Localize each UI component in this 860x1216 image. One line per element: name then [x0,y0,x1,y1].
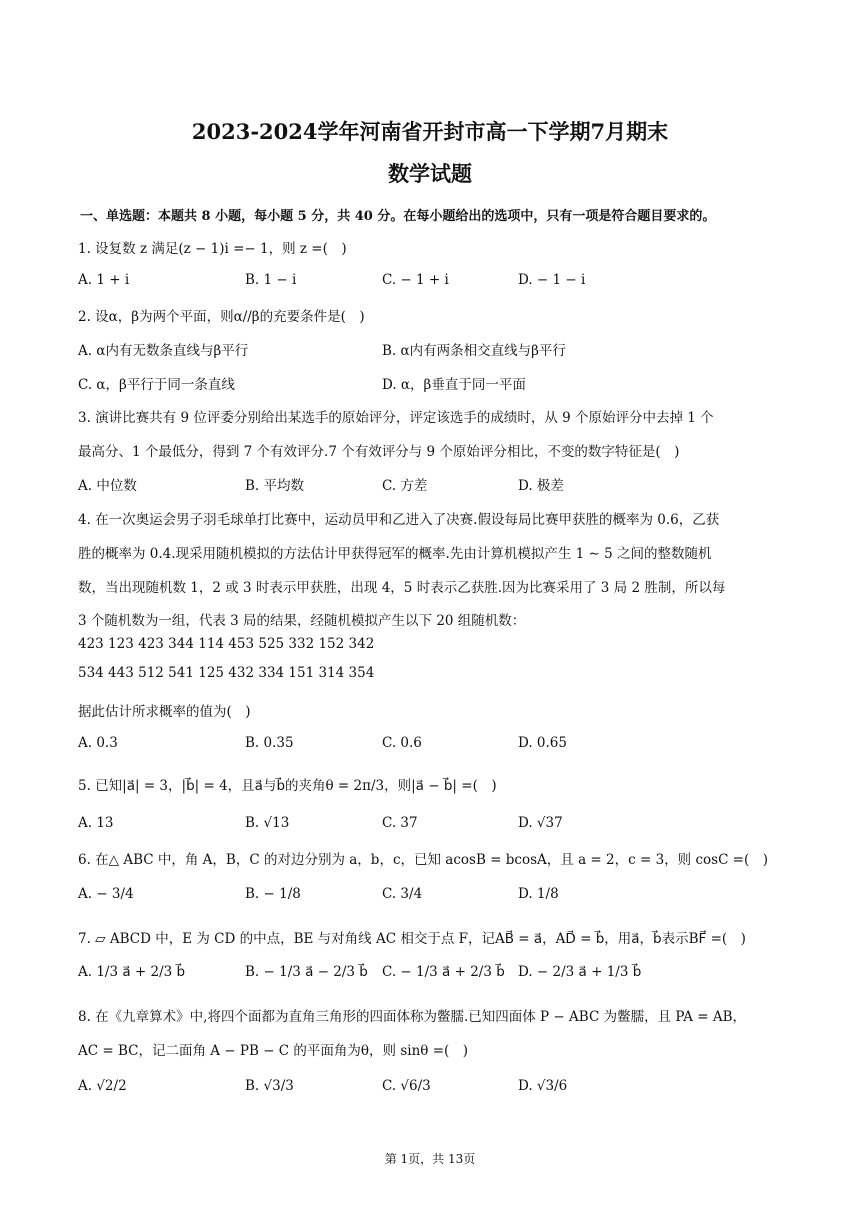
question-6-option-a: A. − 3/4 [78,886,134,902]
question-2-option-c: C. α，β平行于同一条直线 [78,377,235,393]
question-6-stem: 6. 在△ ABC 中，角 A，B，C 的对边分别为 a，b，c，已知 acosB = bcosA，且 a = 2，c = 3，则 cosC =( ) [78,852,769,868]
question-8-option-a: A. √2/2 [78,1078,127,1094]
question-8-option-b: B. √3/3 [245,1078,294,1094]
question-4-ask: 据此估计所求概率的值为( ) [78,704,251,720]
question-4-option-a: A. 0.3 [78,735,118,751]
question-4-random-data-1: 423 123 423 344 114 453 525 332 152 342 [78,636,375,652]
exam-title: 2023-2024学年河南省开封市高一下学期7月期末 [191,119,669,144]
question-5-option-c: C. 37 [382,815,418,831]
question-1-option-d: D. − 1 − i [518,272,586,288]
question-5-stem: 5. 已知|a⃗| = 3，|b⃗| = 4，且a⃗与b⃗的夹角θ = 2π/3，则|a⃗ − b⃗| =( ) [78,778,497,794]
question-4-option-d: D. 0.65 [518,735,567,751]
question-2-option-b: B. α内有两条相交直线与β平行 [382,343,566,359]
question-3-line-2: 最高分、1 个最低分，得到 7 个有效评分.7 个有效评分与 9 个原始评分相比，不变的数字特征是( ) [78,444,680,460]
question-2-stem: 2. 设α，β为两个平面，则α//β的充要条件是( ) [78,309,365,325]
question-8-option-c: C. √6/3 [382,1078,431,1094]
question-3-option-a: A. 中位数 [78,478,137,494]
question-8-line-2: AC = BC，记二面角 A − PB − C 的平面角为θ，则 sinθ =( ) [78,1043,469,1059]
question-7-stem: 7. ▱ ABCD 中，E 为 CD 的中点，BE 与对角线 AC 相交于点 F，记AB⃗ = a⃗，AD⃗ = b⃗，用a⃗，b⃗表示BF⃗ =( ) [78,931,746,947]
question-7-option-b: B. − 1/3 a⃗ − 2/3 b⃗ [245,964,368,980]
question-7-option-a: A. 1/3 a⃗ + 2/3 b⃗ [78,964,186,980]
question-6-option-d: D. 1/8 [518,886,559,902]
question-3-line-1: 3. 演讲比赛共有 9 位评委分别给出某选手的原始评分，评定该选手的成绩时，从 9 个原始评分中去掉 1 个 [78,410,714,426]
question-6-option-c: C. 3/4 [382,886,423,902]
question-4-option-b: B. 0.35 [245,735,294,751]
question-1-option-c: C. − 1 + i [382,272,449,288]
section-header: 一、单选题：本题共 8 小题，每小题 5 分，共 40 分。在每小题给出的选项中，只有一项是符合题目要求的。 [80,209,716,224]
question-1-option-a: A. 1 + i [78,272,130,288]
question-3-option-d: D. 极差 [518,478,564,494]
question-1-stem: 1. 设复数 z 满足(z − 1)i =− 1，则 z =( ) [78,241,347,257]
question-3-option-b: B. 平均数 [245,478,305,494]
page-footer: 第 1页，共 13页 [384,1152,476,1166]
question-4-line-1: 4. 在一次奥运会男子羽毛球单打比赛中，运动员甲和乙进入了决赛.假设每局比赛甲获胜的概率为 0.6，乙获 [78,512,720,528]
question-4-line-4: 3 个随机数为一组，代表 3 局的结果，经随机模拟产生以下 20 组随机数： [78,613,526,629]
question-5-option-b: B. √13 [245,815,290,831]
question-1-option-b: B. 1 − i [245,272,297,288]
question-7-option-d: D. − 2/3 a⃗ + 1/3 b⃗ [518,964,642,980]
question-2-option-d: D. α，β垂直于同一平面 [382,377,526,393]
question-5-option-a: A. 13 [78,815,114,831]
question-4-line-2: 胜的概率为 0.4.现采用随机模拟的方法估计甲获得冠军的概率.先由计算机模拟产生 1 ∼ 5 之间的整数随机 [78,546,712,562]
question-4-option-c: C. 0.6 [382,735,422,751]
question-5-option-d: D. √37 [518,815,563,831]
question-2-option-a: A. α内有无数条直线与β平行 [78,343,249,359]
question-4-random-data-2: 534 443 512 541 125 432 334 151 314 354 [78,665,375,681]
question-6-option-b: B. − 1/8 [245,886,301,902]
question-8-option-d: D. √3/6 [518,1078,568,1094]
question-4-line-3: 数，当出现随机数 1，2 或 3 时表示甲获胜，出现 4，5 时表示乙获胜.因为比赛采用了 3 局 2 胜制，所以每 [78,580,726,596]
question-7-option-c: C. − 1/3 a⃗ + 2/3 b⃗ [382,964,505,980]
question-3-option-c: C. 方差 [382,478,428,494]
question-8-line-1: 8. 在《九章算术》中,将四个面都为直角三角形的四面体称为鳖臑.已知四面体 P − ABC 为鳖臑，且 PA = AB， [78,1009,747,1025]
exam-subtitle: 数学试题 [388,161,472,186]
